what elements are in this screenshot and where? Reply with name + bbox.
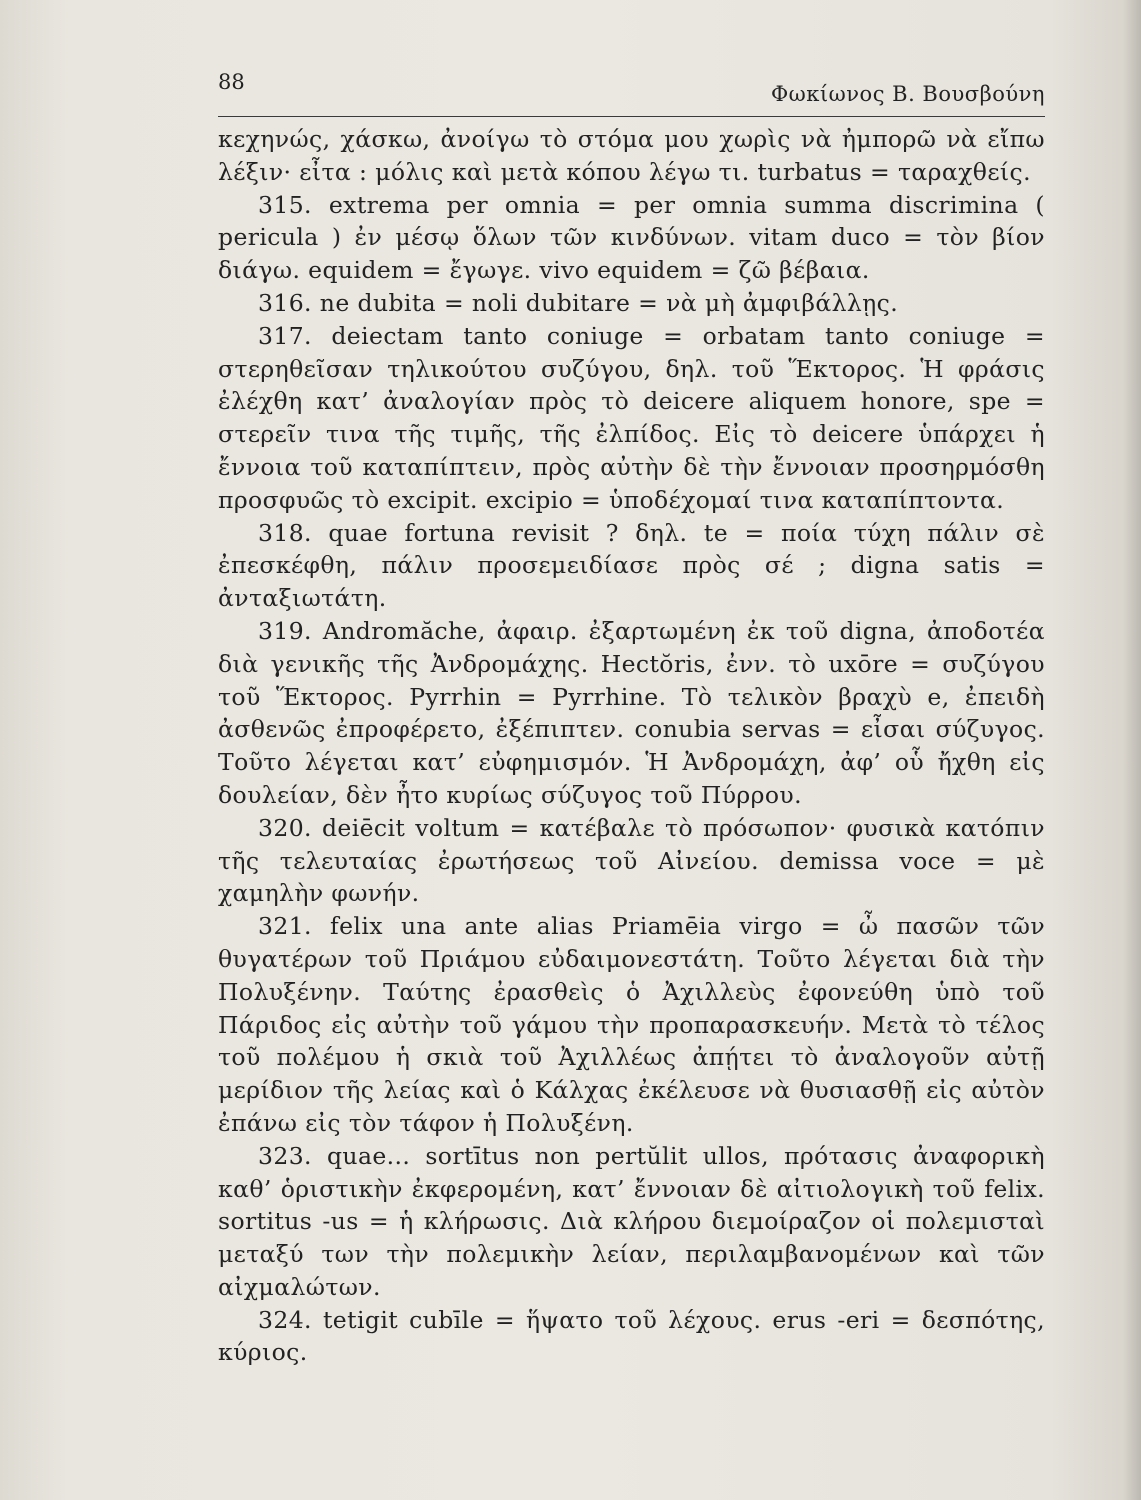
paragraph-318: 318. quae fortuna revisit ? δηλ. te = ποία τύχη πάλιν σὲ ἐπεσκέφθη, πάλιν προσεμειδίασε πρὸς σέ ; digna satis = ἀνταξιωτάτη.	[218, 518, 1045, 613]
page-header	[218, 62, 1045, 117]
paragraph-315: 315. extrema per omnia = per omnia summa discrimina ( pericula ) ἐν μέσῳ ὅλων τῶν κινδύνων. vitam duco = τὸν βίον διάγω. equidem = ἔγωγε. vivo equidem = ζῶ βέβαια.	[218, 190, 1045, 285]
body-text	[218, 123, 1045, 1369]
paragraph-continuation: κεχηνώς, χάσκω, ἀνοίγω τὸ στόμα μου χωρὶς νὰ ἠμπορῶ νὰ εἴπω λέξιν· εἶτα : μόλις καὶ μετὰ κόπου λέγω τι. turbatus = ταραχθείς.	[218, 125, 1045, 186]
paragraph-317: 317. deiectam tanto coniuge = orbatam tanto coniuge = στερηθεῖσαν τηλικούτου συζύγου, δηλ. τοῦ Ἕκτορος. Ἡ φράσις ἐλέχθη κατ’ ἀναλογίαν πρὸς τὸ deicere aliquem honore, spe = στερεῖν τινα τῆς τιμῆς, τῆς ἐλπίδος. Εἰς τὸ deicere ὑπάρχει ἡ ἔννοια τοῦ καταπίπτειν, πρὸς αὐτὴν δὲ τὴν ἔννοιαν προσηρμόσθη προσφυῶς τὸ excipit. excipio = ὑποδέχομαί τινα καταπίπτοντα.	[218, 321, 1045, 514]
paragraph-316: 316. ne dubita = noli dubitare = νὰ μὴ ἀμφιβάλλῃς.	[258, 288, 899, 317]
paragraph-321: 321. felix una ante alias Priamēia virgo = ὦ πασῶν τῶν θυγατέρων τοῦ Πριάμου εὐδαιμονεστάτη. Τοῦτο λέγεται διὰ τὴν Πολυξένην. Ταύτης ἐρασθεὶς ὁ Ἀχιλλεὺς ἐφονεύθη ὑπὸ τοῦ Πάριδος εἰς αὐτὴν τοῦ γάμου τὴν προπαρασκευήν. Μετὰ τὸ τέλος τοῦ πολέμου ἡ σκιὰ τοῦ Ἀχιλλέως ἀπῄτει τὸ ἀναλογοῦν αὐτῇ μερίδιον τῆς λείας καὶ ὁ Κάλχας ἐκέλευσε νὰ θυσιασθῇ εἰς αὐτὸν ἐπάνω εἰς τὸν τάφον ἡ Πολυξένη.	[218, 912, 1045, 1137]
paragraph-323: 323. quae... sortītus non pertŭlit ullos, πρότασις ἀναφορικὴ καθ’ ὁριστικὴν ἐκφερομένη, κατ’ ἔννοιαν δὲ αἰτιολογικὴ τοῦ felix. sortitus -us = ἡ κλήρωσις. Διὰ κλήρου διεμοίραζον οἱ πολεμισταὶ μεταξύ των τὴν πολεμικὴν λείαν, περιλαμβανομένων καὶ τῶν αἰχμαλώτων.	[218, 1141, 1045, 1301]
page-edge-shadow	[1123, 0, 1141, 1500]
running-head: Φωκίωνος Β. Βουσβούνη	[770, 82, 1045, 106]
paragraph-320: 320. deiēcit voltum = κατέβαλε τὸ πρόσωπον· φυσικὰ κατόπιν τῆς τελευταίας ἐρωτήσεως τοῦ Αἰνείου. demissa voce = μὲ χαμηλὴν φωνήν.	[218, 813, 1045, 908]
page-number: 88	[218, 70, 245, 94]
paragraph-319: 319. Andromăche, ἀφαιρ. ἐξαρτωμένη ἐκ τοῦ digna, ἀποδοτέα διὰ γενικῆς τῆς Ἀνδρομάχης. Hectŏris, ἐνν. τὸ uxōre = συζύγου τοῦ Ἕκτορος. Pyrrhin = Pyrrhine. Τὸ τελικὸν βραχὺ e, ἐπειδὴ ἀσθενῶς ἐπροφέρετο, ἐξέπιπτεν. conubia servas = εἶσαι σύζυγος. Τοῦτο λέγεται κατ’ εὐφημισμόν. Ἡ Ἀνδρομάχη, ἀφ’ οὗ ἤχθη εἰς δουλείαν, δὲν ἦτο κυρίως σύζυγος τοῦ Πύρρου.	[218, 616, 1045, 809]
paragraph-324: 324. tetigit cubīle = ἥψατο τοῦ λέχους. erus -eri = δεσπότης, κύριος.	[218, 1305, 1045, 1367]
